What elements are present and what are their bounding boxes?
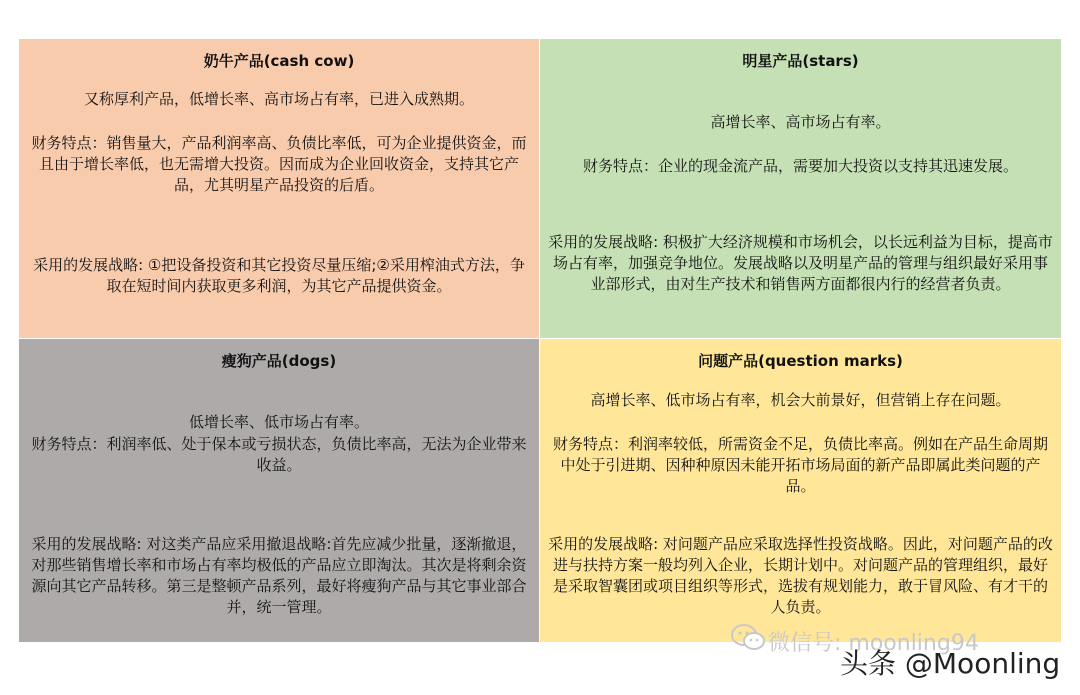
quadrant-title: 问题产品(question marks) bbox=[698, 352, 903, 370]
quadrant-definition: 高增长率、高市场占有率。 bbox=[710, 113, 891, 131]
quadrant-title: 瘦狗产品(dogs) bbox=[221, 352, 337, 370]
quadrant-financial-traits: 财务特点：销售量大，产品利润率高、负债比率低，可为企业提供资金，而且由于增长率低，也无需增大投资。因而成为企业回收资金，支持其它产品，尤其明星产品投资的后盾。 bbox=[31, 134, 527, 194]
quadrant-strategy: 采用的发展战略: 积极扩大经济规模和市场机会，以长远利益为目标，提高市场占有率，加强竞争地位。发展战略以及明星产品的管理与组织最好采用事业部形式，由对生产技术和销售两方面都很内行的经营者负责。 bbox=[548, 233, 1053, 293]
quadrant-strategy: 采用的发展战略: 对这类产品应采用撤退战略:首先应减少批量，逐渐撤退，对那些销售增长率和市场占有率均极低的产品应立即淘汰。其次是将剩余资源向其它产品转移。第三是整顿产品系列，最好将瘦狗产品与其它事业部合并，统一管理。 bbox=[31, 535, 527, 616]
quadrant-definition: 又称厚利产品，低增长率、高市场占有率，已进入成熟期。 bbox=[83, 90, 474, 108]
quadrant-strategy: 采用的发展战略: 对问题产品应采取选择性投资战略。因此，对问题产品的改进与扶持方案一般均列入企业，长期计划中。对问题产品的管理组织，最好是采取智囊团或项目组织等形式，选拔有规划能力，敢于冒风险、有才干的人负责。 bbox=[548, 535, 1053, 616]
quadrant-financial-traits: 财务特点：利润率低、处于保本或亏损状态，负债比率高，无法为企业带来收益。 bbox=[31, 435, 527, 474]
quadrant-financial-traits: 财务特点：利润率较低，所需资金不足，负债比率高。例如在产品生命周期中处于引进期、因种种原因未能开拓市场局面的新产品即属此类问题的产品。 bbox=[552, 435, 1048, 495]
quadrant-title: 明星产品(stars) bbox=[742, 52, 859, 70]
toutiao-brand-watermark: 头条 @Moonling bbox=[840, 647, 1061, 680]
wechat-watermark: 微信号: moonling94 bbox=[768, 631, 979, 656]
quadrant-definition: 低增长率、低市场占有率。 bbox=[188, 413, 369, 431]
wechat-icon bbox=[730, 622, 766, 654]
bcg-matrix bbox=[19, 39, 1062, 643]
quadrant-dogs bbox=[19, 339, 540, 643]
quadrant-strategy: 采用的发展战略: ①把设备投资和其它投资尽量压缩;②采用榨油式方法，争取在短时间内获取更多利润，为其它产品提供资金。 bbox=[33, 256, 525, 295]
quadrant-title: 奶牛产品(cash cow) bbox=[203, 52, 355, 70]
quadrant-cash-cow bbox=[19, 39, 540, 339]
quadrant-question-marks bbox=[540, 339, 1062, 643]
quadrant-financial-traits: 财务特点：企业的现金流产品，需要加大投资以支持其迅速发展。 bbox=[582, 157, 1018, 175]
quadrant-stars bbox=[540, 39, 1062, 339]
quadrant-definition: 高增长率、低市场占有率，机会大前景好，但营销上存在问题。 bbox=[590, 391, 1011, 409]
